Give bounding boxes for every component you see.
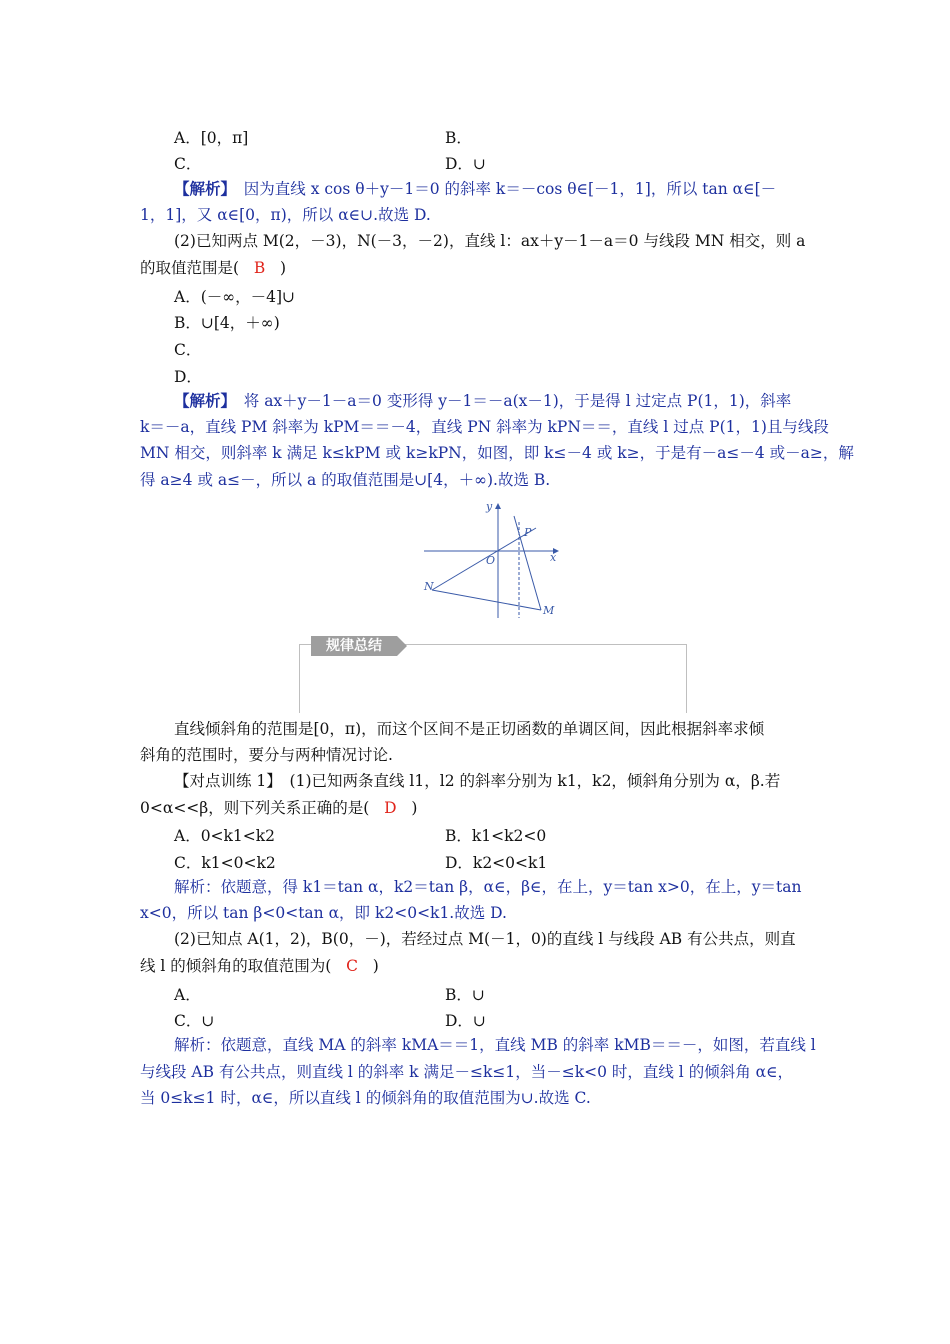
label-p: P <box>524 526 532 539</box>
q2-stem-line1: (2)已知两点 M(2，－3)，N(－3，－2)，直线 l：ax＋y－1－a＝0 与线段 MN 相交，则 a <box>174 232 806 250</box>
q1-solution-line2: 1，1]，又 α∈[0，π)，所以 α∈∪.故选 D. <box>140 206 431 224</box>
q2-solution-line3: MN 相交，则斜率 k 满足 k≤kPM 或 k≥kPN，如图，即 k≤－4 或 k≥，于是有－a≤－4 或－a≥，解 <box>140 444 854 462</box>
label-y: y <box>486 500 493 513</box>
q1-option-d: D．∪ <box>445 155 486 173</box>
summary-line2: 斜角的范围时，要分与两种情况讨论. <box>140 746 393 764</box>
q2-stem-line2: 的取值范围是( B ) <box>140 259 287 277</box>
solution-label: 【解析】 <box>174 391 229 410</box>
t2-option-a: A． <box>174 986 201 1004</box>
q1-solution-line1: 【解析】 因为直线 x cos θ＋y－1＝0 的斜率 k＝－cos θ∈[－1，1]，所以 tan α∈[－ <box>174 179 777 198</box>
training-label: 【对点训练 1】 <box>174 772 275 790</box>
summary-line1: 直线倾斜角的范围是[0，π)，而这个区间不是正切函数的单调区间，因此根据斜率求倾 <box>174 720 765 738</box>
t2-solution-line3: 当 0≤k≤1 时，α∈，所以直线 l 的倾斜角的取值范围为∪.故选 C. <box>140 1089 591 1107</box>
t2-option-c: C．∪ <box>174 1012 215 1030</box>
t1-solution-line2: x<0，所以 tan β<0<tan α，即 k2<0<k1.故选 D. <box>140 904 507 922</box>
q2-option-c: C． <box>174 341 202 359</box>
t2-stem-line2: 线 l 的倾斜角的取值范围为( C ) <box>140 957 379 975</box>
q2-option-a: A．(－∞，－4]∪ <box>174 288 296 306</box>
q1-option-c: C． <box>174 155 202 173</box>
t2-solution-line2: 与线段 AB 有公共点，则直线 l 的斜率 k 满足－≤k≤1，当－≤k<0 时，直线 l 的倾斜角 α∈， <box>140 1063 794 1081</box>
q2-option-b: B．∪[4，＋∞) <box>174 314 280 332</box>
t1-answer: D <box>384 799 397 817</box>
t2-solution-line1: 解析：依题意，直线 MA 的斜率 kMA＝＝1，直线 MB 的斜率 kMB＝＝－，如图，若直线 l <box>174 1036 816 1054</box>
t1-solution-line1: 解析：依题意，得 k1＝tan α，k2＝tan β，α∈，β∈，在上，y＝tan x>0，在上，y＝tan <box>174 878 802 896</box>
t2-stem-line1: (2)已知点 A(1，2)，B(0，－)，若经过点 M(－1，0)的直线 l 与线段 AB 有公共点，则直 <box>174 930 796 948</box>
q2-solution-line4: 得 a≥4 或 a≤－，所以 a 的取值范围是∪[4，＋∞).故选 B. <box>140 471 551 489</box>
segment-mn <box>432 590 541 610</box>
q2-option-d: D． <box>174 368 202 386</box>
t1-option-a: A．0<k1<k2 <box>174 827 276 845</box>
solution-label: 【解析】 <box>174 179 229 198</box>
t1-stem-line2: 0<α<<β，则下列关系正确的是( D ) <box>140 799 418 817</box>
t2-answer: C <box>346 957 359 975</box>
label-m: M <box>543 604 555 617</box>
t2-option-d: D．∪ <box>445 1012 486 1030</box>
q1-option-b: B． <box>445 129 472 147</box>
t1-option-c: C．k1<0<k2 <box>174 854 276 872</box>
q2-solution-line2: k＝－a，直线 PM 斜率为 kPM＝＝－4，直线 PN 斜率为 kPN＝＝，直线 l 过点 P(1，1)且与线段 <box>140 418 829 436</box>
coordinate-figure <box>418 498 568 622</box>
t1-stem-line1: 【对点训练 1】 (1)已知两条直线 l1，l2 的斜率分别为 k1，k2，倾斜角分别为 α，β.若 <box>174 772 781 790</box>
t1-option-d: D．k2<0<k1 <box>445 854 548 872</box>
q2-solution-line1: 【解析】 将 ax＋y－1－a＝0 变形得 y－1＝－a(x－1)，于是得 l 过定点 P(1，1)，斜率 <box>174 391 792 410</box>
t2-option-b: B．∪ <box>445 986 485 1004</box>
label-x: x <box>550 551 557 564</box>
q2-answer: B <box>253 259 266 277</box>
t1-option-b: B．k1<k2<0 <box>445 827 547 845</box>
label-o: O <box>486 554 496 567</box>
label-n: N <box>424 580 434 593</box>
q1-option-a: A．[0，π] <box>174 129 249 147</box>
summary-tag: 规律总结 <box>311 636 397 656</box>
